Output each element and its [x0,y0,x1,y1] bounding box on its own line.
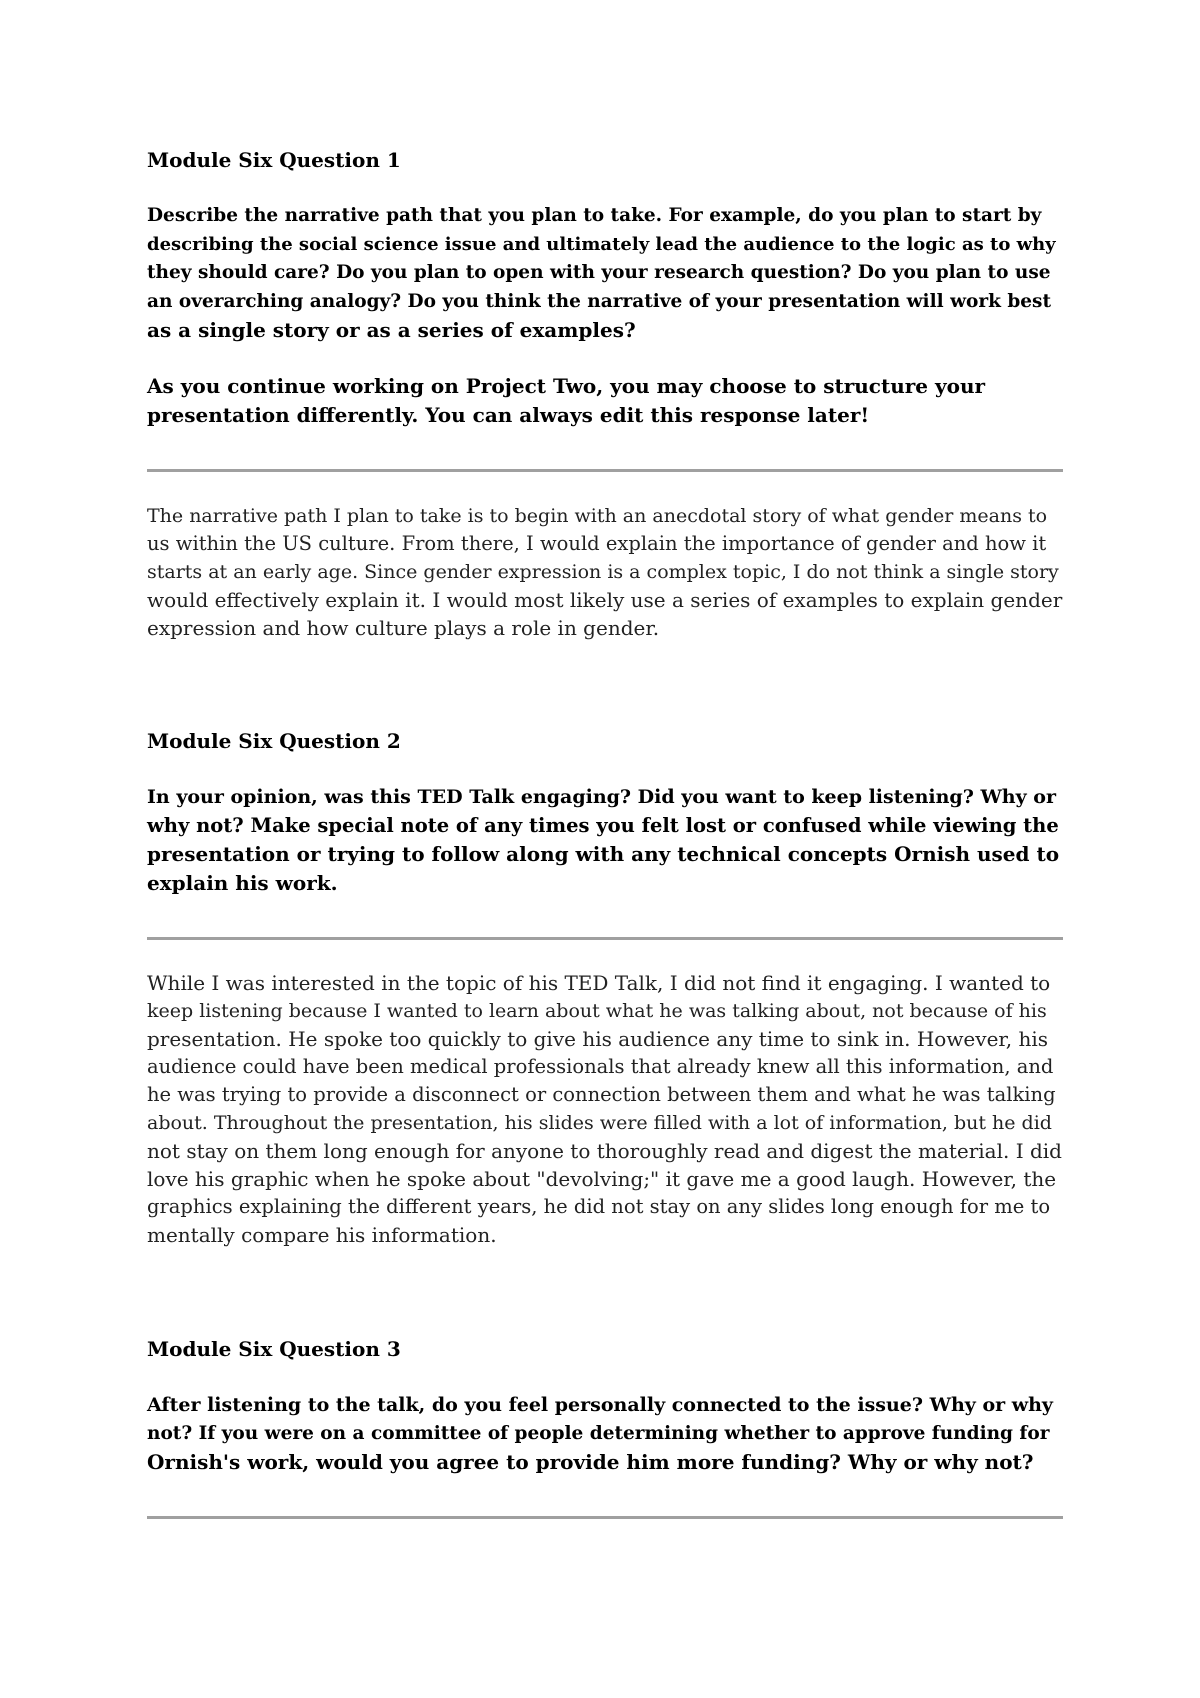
answer-line: starts at an early age. Since gender expression is a complex topic, I do not think a single story [147,561,1059,583]
prompt-line: Ornish's work, would you agree to provide him more funding? Why or why not? [147,1450,1034,1474]
prompt-line: In your opinion, was this TED Talk engaging? Did you want to keep listening? Why or [147,786,1056,808]
answer-line: love his graphic when he spoke about "devolving;" it gave me a good laugh. However, the [147,1167,1057,1191]
prompt-line: why not? Make special note of any times you felt lost or confused while viewing the [147,813,1059,837]
note-line: presentation differently. You can always edit this response later! [147,402,870,427]
question-1-note [147,372,1063,429]
question-3-divider [147,1516,1063,1519]
prompt-line: describing the social science issue and ultimately lead the audience to the logic as to why [147,233,1056,255]
question-3-prompt [147,1391,1063,1477]
question-1-answer[interactable] [147,502,1063,642]
answer-line: would effectively explain it. I would most likely use a series of examples to explain gender [147,588,1063,612]
question-1-title: Module Six Question 1 [147,148,401,172]
prompt-line: Describe the narrative path that you plan to take. For example, do you plan to start by [147,205,1042,226]
question-3-title: Module Six Question 3 [147,1337,401,1361]
answer-line: about. Throughout the presentation, his slides were filled with a lot of information, but he did [147,1112,1052,1134]
question-1-prompt [147,202,1063,345]
note-line: As you continue working on Project Two, you may choose to structure your [147,374,986,398]
question-2-title: Module Six Question 2 [147,729,401,753]
answer-line: mentally compare his information. [147,1223,497,1247]
prompt-line: they should care? Do you plan to open with your research question? Do you plan to use [147,262,1051,283]
answer-line: While I was interested in the topic of his TED Talk, I did not find it engaging. I wanted to [147,971,1051,995]
question-2-answer[interactable] [147,969,1063,1249]
answer-line: he was trying to provide a disconnect or connection between them and what he was talking [147,1083,1056,1106]
answer-line: presentation. He spoke too quickly to give his audience any time to sink in. However, his [147,1027,1049,1051]
prompt-line: an overarching analogy? Do you think the narrative of your presentation will work best [147,290,1052,312]
question-2-prompt [147,783,1063,897]
question-2-section [147,727,1063,755]
prompt-line: as a single story or as a series of examples? [147,318,636,342]
answer-line: audience could have been medical professionals that already knew all this information, and [147,1055,1054,1078]
question-3-section [147,1335,1063,1363]
answer-line: not stay on them long enough for anyone to thoroughly read and digest the material. I did [147,1139,1062,1163]
prompt-line: After listening to the talk, do you feel personally connected to the issue? Why or why [147,1394,1053,1416]
answer-line: expression and how culture plays a role in gender. [147,616,660,640]
answer-line: The narrative path I plan to take is to begin with an anecdotal story of what gender means to [147,505,1048,527]
question-1-divider [147,469,1063,472]
question-1-section [147,146,1063,174]
answer-line: keep listening because I wanted to learn about what he was talking about, not because of his [147,1000,1047,1022]
prompt-line: not? If you were on a committee of people determining whether to approve funding for [147,1422,1050,1444]
answer-line: graphics explaining the different years, he did not stay on any slides long enough for me to [147,1195,1051,1218]
answer-line: us within the US culture. From there, I would explain the importance of gender and how it [147,532,1047,555]
prompt-line: presentation or trying to follow along with any technical concepts Ornish used to [147,842,1060,866]
prompt-line: explain his work. [147,870,338,895]
question-2-divider [147,937,1063,940]
